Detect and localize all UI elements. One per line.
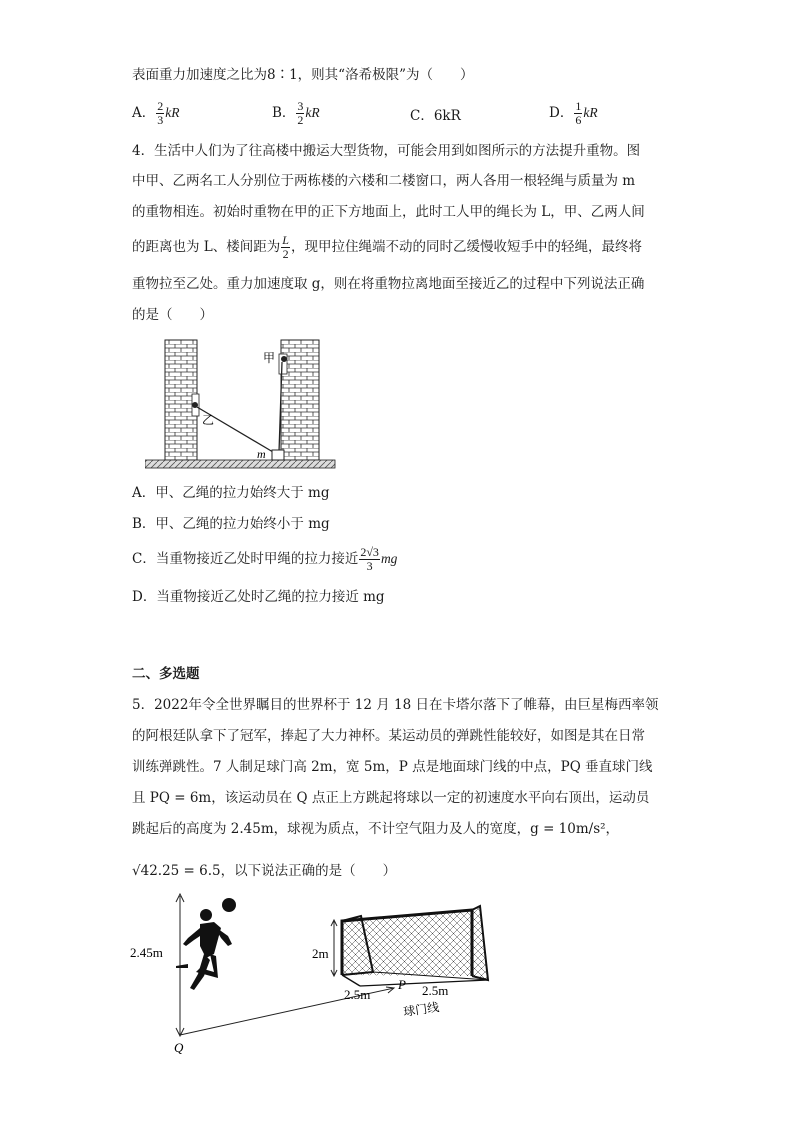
q5-line-5: 跳起后的高度为 2.45m，球视为质点，不计空气阻力及人的宽度，g = 10m/s²， xyxy=(132,821,620,837)
q3-option-a[interactable]: A． $\frac{2}{3}$ kR xyxy=(132,99,180,127)
q3-text: 表面重力加速度之比为8∶1，则其“洛希极限”为（ ） xyxy=(132,67,474,83)
q3-option-d[interactable]: D． $\frac{1}{6}$ kR xyxy=(549,99,598,127)
section-heading: 二、多选题 xyxy=(132,666,200,682)
q-label: Q xyxy=(174,1040,184,1055)
q4-option-b[interactable]: B．甲、乙绳的拉力始终小于 mg xyxy=(132,516,330,532)
q4-line-3: 的重物相连。初始时重物在甲的正下方地面上，此时工人甲的绳长为 L，甲、乙两人间 xyxy=(132,204,645,220)
label-m: m xyxy=(257,447,266,461)
q4-line-6: 的是（ ） xyxy=(132,307,213,323)
player-silhouette xyxy=(176,898,236,990)
q4-option-d[interactable]: D．当重物接近乙处时乙绳的拉力接近 mg xyxy=(132,589,385,605)
weight-box xyxy=(272,450,284,460)
q4-line-2: 中甲、乙两名工人分别位于两栋楼的六楼和二楼窗口，两人各用一根轻绳与质量为 m xyxy=(132,173,636,189)
q3-option-c[interactable]: C．6kR xyxy=(410,108,461,124)
left-building xyxy=(165,340,199,460)
right-width-label: 2.5m xyxy=(422,983,449,998)
q4-line-1: 4．生活中人们为了往高楼中搬运大型货物，可能会用到如图所示的方法提升重物。图 xyxy=(132,143,641,159)
q4-option-a[interactable]: A．甲、乙绳的拉力始终大于 mg xyxy=(132,485,330,501)
q4-line-4: 的距离也为 L、楼间距为 $\frac{L}{2}$ ，现甲拉住绳端不动的同时乙缓慢收短手中的轻绳，最终将 xyxy=(132,233,642,261)
label-jia: 甲 xyxy=(263,351,276,365)
building-diagram xyxy=(145,336,345,476)
goal-height-label: 2m xyxy=(312,946,329,961)
worker-jia xyxy=(281,356,287,362)
soccer-diagram xyxy=(128,888,528,1063)
q3-option-b[interactable]: B． $\frac{3}{2}$ kR xyxy=(272,99,320,127)
q5-line-2: 的阿根廷队拿下了冠军，捧起了大力神杯。某运动员的弹跳性能较好，如图是其在日常 xyxy=(132,728,645,744)
q5-line-3: 训练弹跳性。7 人制足球门高 2m，宽 5m，P 点是地面球门线的中点，PQ 垂直球门线 xyxy=(132,759,653,775)
q5-line-1: 5．2022年令全世界瞩目的世界杯于 12 月 18 日在卡塔尔落下了帷幕，由巨星梅西率领 xyxy=(132,697,659,713)
ground xyxy=(145,460,335,468)
goal-frame xyxy=(342,906,488,986)
p-label: P xyxy=(398,977,406,992)
label-yi: 乙 xyxy=(202,413,215,427)
q4-line-5: 重物拉至乙处。重力加速度取 g，则在将重物拉离地面至接近乙的过程中下列说法正确 xyxy=(132,276,645,292)
height-label: 2.45m xyxy=(130,945,163,960)
q4-option-c[interactable]: C．当重物接近乙处时甲绳的拉力接近 $\frac{2√3}{3}$ mg xyxy=(132,545,398,573)
q5-line-4: 且 PQ = 6m，该运动员在 Q 点正上方跳起将球以一定的初速度水平向右顶出，运动员 xyxy=(132,790,650,806)
q5-line-6: √42.25 = 6.5，以下说法正确的是（ ） xyxy=(132,863,397,879)
left-width-label: 2.5m xyxy=(344,987,371,1002)
goal-line-label: 球门线 xyxy=(402,1000,441,1019)
